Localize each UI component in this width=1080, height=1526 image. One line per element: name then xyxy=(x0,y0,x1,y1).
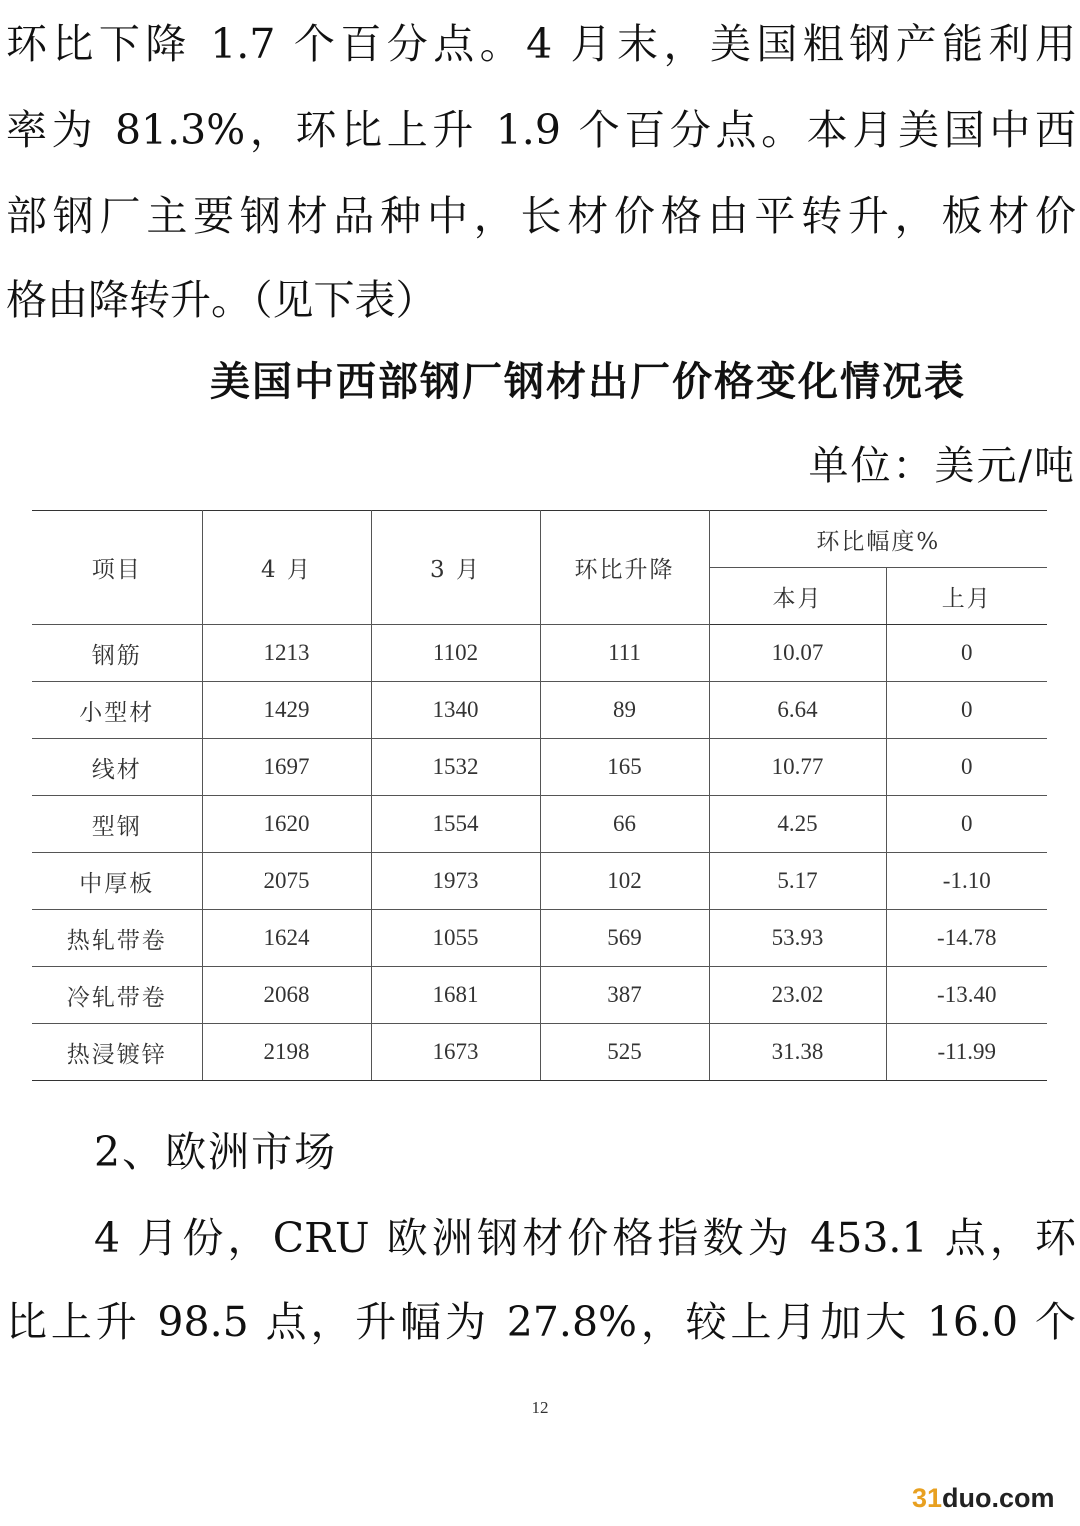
unit-label: 单位：美元/吨 xyxy=(808,443,1076,489)
cell-last-month: -11.99 xyxy=(886,1024,1047,1081)
table-row xyxy=(32,796,1047,853)
cell-march: 1102 xyxy=(371,625,540,682)
cell-march: 1532 xyxy=(371,739,540,796)
section-line-2: 比上升 98.5 点，升幅为 27.8%，较上月加大 16.0 个 xyxy=(6,1298,1076,1346)
table-row xyxy=(32,853,1047,910)
table-row xyxy=(32,625,1047,682)
section-heading: 2、欧洲市场 xyxy=(94,1128,338,1176)
cell-april: 1624 xyxy=(202,910,371,967)
cell-this-month: 31.38 xyxy=(709,1024,886,1081)
table-row xyxy=(32,739,1047,796)
cell-change: 111 xyxy=(540,625,709,682)
intro-line-1: 环比下降 1.7 个百分点。4 月末，美国粗钢产能利用 xyxy=(6,20,1076,68)
section-line-1: 4 月份，CRU 欧洲钢材价格指数为 453.1 点，环 xyxy=(94,1214,1076,1262)
cell-item: 热轧带卷 xyxy=(32,910,202,967)
header-april: 4 月 xyxy=(202,511,371,625)
cell-this-month: 5.17 xyxy=(709,853,886,910)
cell-item: 钢筋 xyxy=(32,625,202,682)
cell-last-month: 0 xyxy=(886,682,1047,739)
cell-april: 2068 xyxy=(202,967,371,1024)
table-row xyxy=(32,682,1047,739)
cell-april: 1213 xyxy=(202,625,371,682)
cell-this-month: 6.64 xyxy=(709,682,886,739)
cell-change: 569 xyxy=(540,910,709,967)
cell-last-month: 0 xyxy=(886,796,1047,853)
cell-last-month: 0 xyxy=(886,739,1047,796)
header-march: 3 月 xyxy=(371,511,540,625)
cell-item: 中厚板 xyxy=(32,853,202,910)
cell-april: 1620 xyxy=(202,796,371,853)
cell-last-month: 0 xyxy=(886,625,1047,682)
watermark-logo xyxy=(912,1483,1055,1514)
header-this-month: 本月 xyxy=(709,568,886,625)
cell-april: 2075 xyxy=(202,853,371,910)
table-title: 美国中西部钢厂钢材出厂价格变化情况表 xyxy=(210,359,966,405)
watermark-number: 31 xyxy=(912,1483,943,1513)
table-body xyxy=(32,625,1047,1081)
cell-march: 1554 xyxy=(371,796,540,853)
cell-april: 1429 xyxy=(202,682,371,739)
cell-item: 热浸镀锌 xyxy=(32,1024,202,1081)
cell-item: 型钢 xyxy=(32,796,202,853)
page-number: 12 xyxy=(531,1398,549,1417)
cell-this-month: 53.93 xyxy=(709,910,886,967)
table-row xyxy=(32,910,1047,967)
cell-change: 165 xyxy=(540,739,709,796)
cell-change: 66 xyxy=(540,796,709,853)
table-row xyxy=(32,967,1047,1024)
cell-change: 102 xyxy=(540,853,709,910)
cell-last-month: -13.40 xyxy=(886,967,1047,1024)
header-last-month: 上月 xyxy=(886,568,1047,625)
intro-line-3: 部钢厂主要钢材品种中，长材价格由平转升，板材价 xyxy=(6,192,1076,240)
cell-march: 1681 xyxy=(371,967,540,1024)
cell-item: 小型材 xyxy=(32,682,202,739)
cell-april: 1697 xyxy=(202,739,371,796)
header-change: 环比升降 xyxy=(540,511,709,625)
header-item: 项目 xyxy=(32,511,202,625)
table-header-row xyxy=(32,511,1047,568)
header-mom-pct: 环比幅度% xyxy=(709,511,1047,568)
cell-last-month: -14.78 xyxy=(886,910,1047,967)
price-table xyxy=(32,510,1047,1081)
cell-march: 1340 xyxy=(371,682,540,739)
watermark-text: duo.com xyxy=(942,1483,1055,1513)
cell-this-month: 4.25 xyxy=(709,796,886,853)
cell-march: 1055 xyxy=(371,910,540,967)
cell-march: 1973 xyxy=(371,853,540,910)
cell-this-month: 10.07 xyxy=(709,625,886,682)
cell-change: 525 xyxy=(540,1024,709,1081)
cell-item: 线材 xyxy=(32,739,202,796)
table-row xyxy=(32,1024,1047,1081)
cell-item: 冷轧带卷 xyxy=(32,967,202,1024)
cell-change: 89 xyxy=(540,682,709,739)
cell-last-month: -1.10 xyxy=(886,853,1047,910)
intro-line-4: 格由降转升。（见下表） xyxy=(6,276,437,324)
cell-this-month: 10.77 xyxy=(709,739,886,796)
intro-line-2: 率为 81.3%，环比上升 1.9 个百分点。本月美国中西 xyxy=(6,106,1076,154)
cell-this-month: 23.02 xyxy=(709,967,886,1024)
cell-april: 2198 xyxy=(202,1024,371,1081)
cell-march: 1673 xyxy=(371,1024,540,1081)
cell-change: 387 xyxy=(540,967,709,1024)
